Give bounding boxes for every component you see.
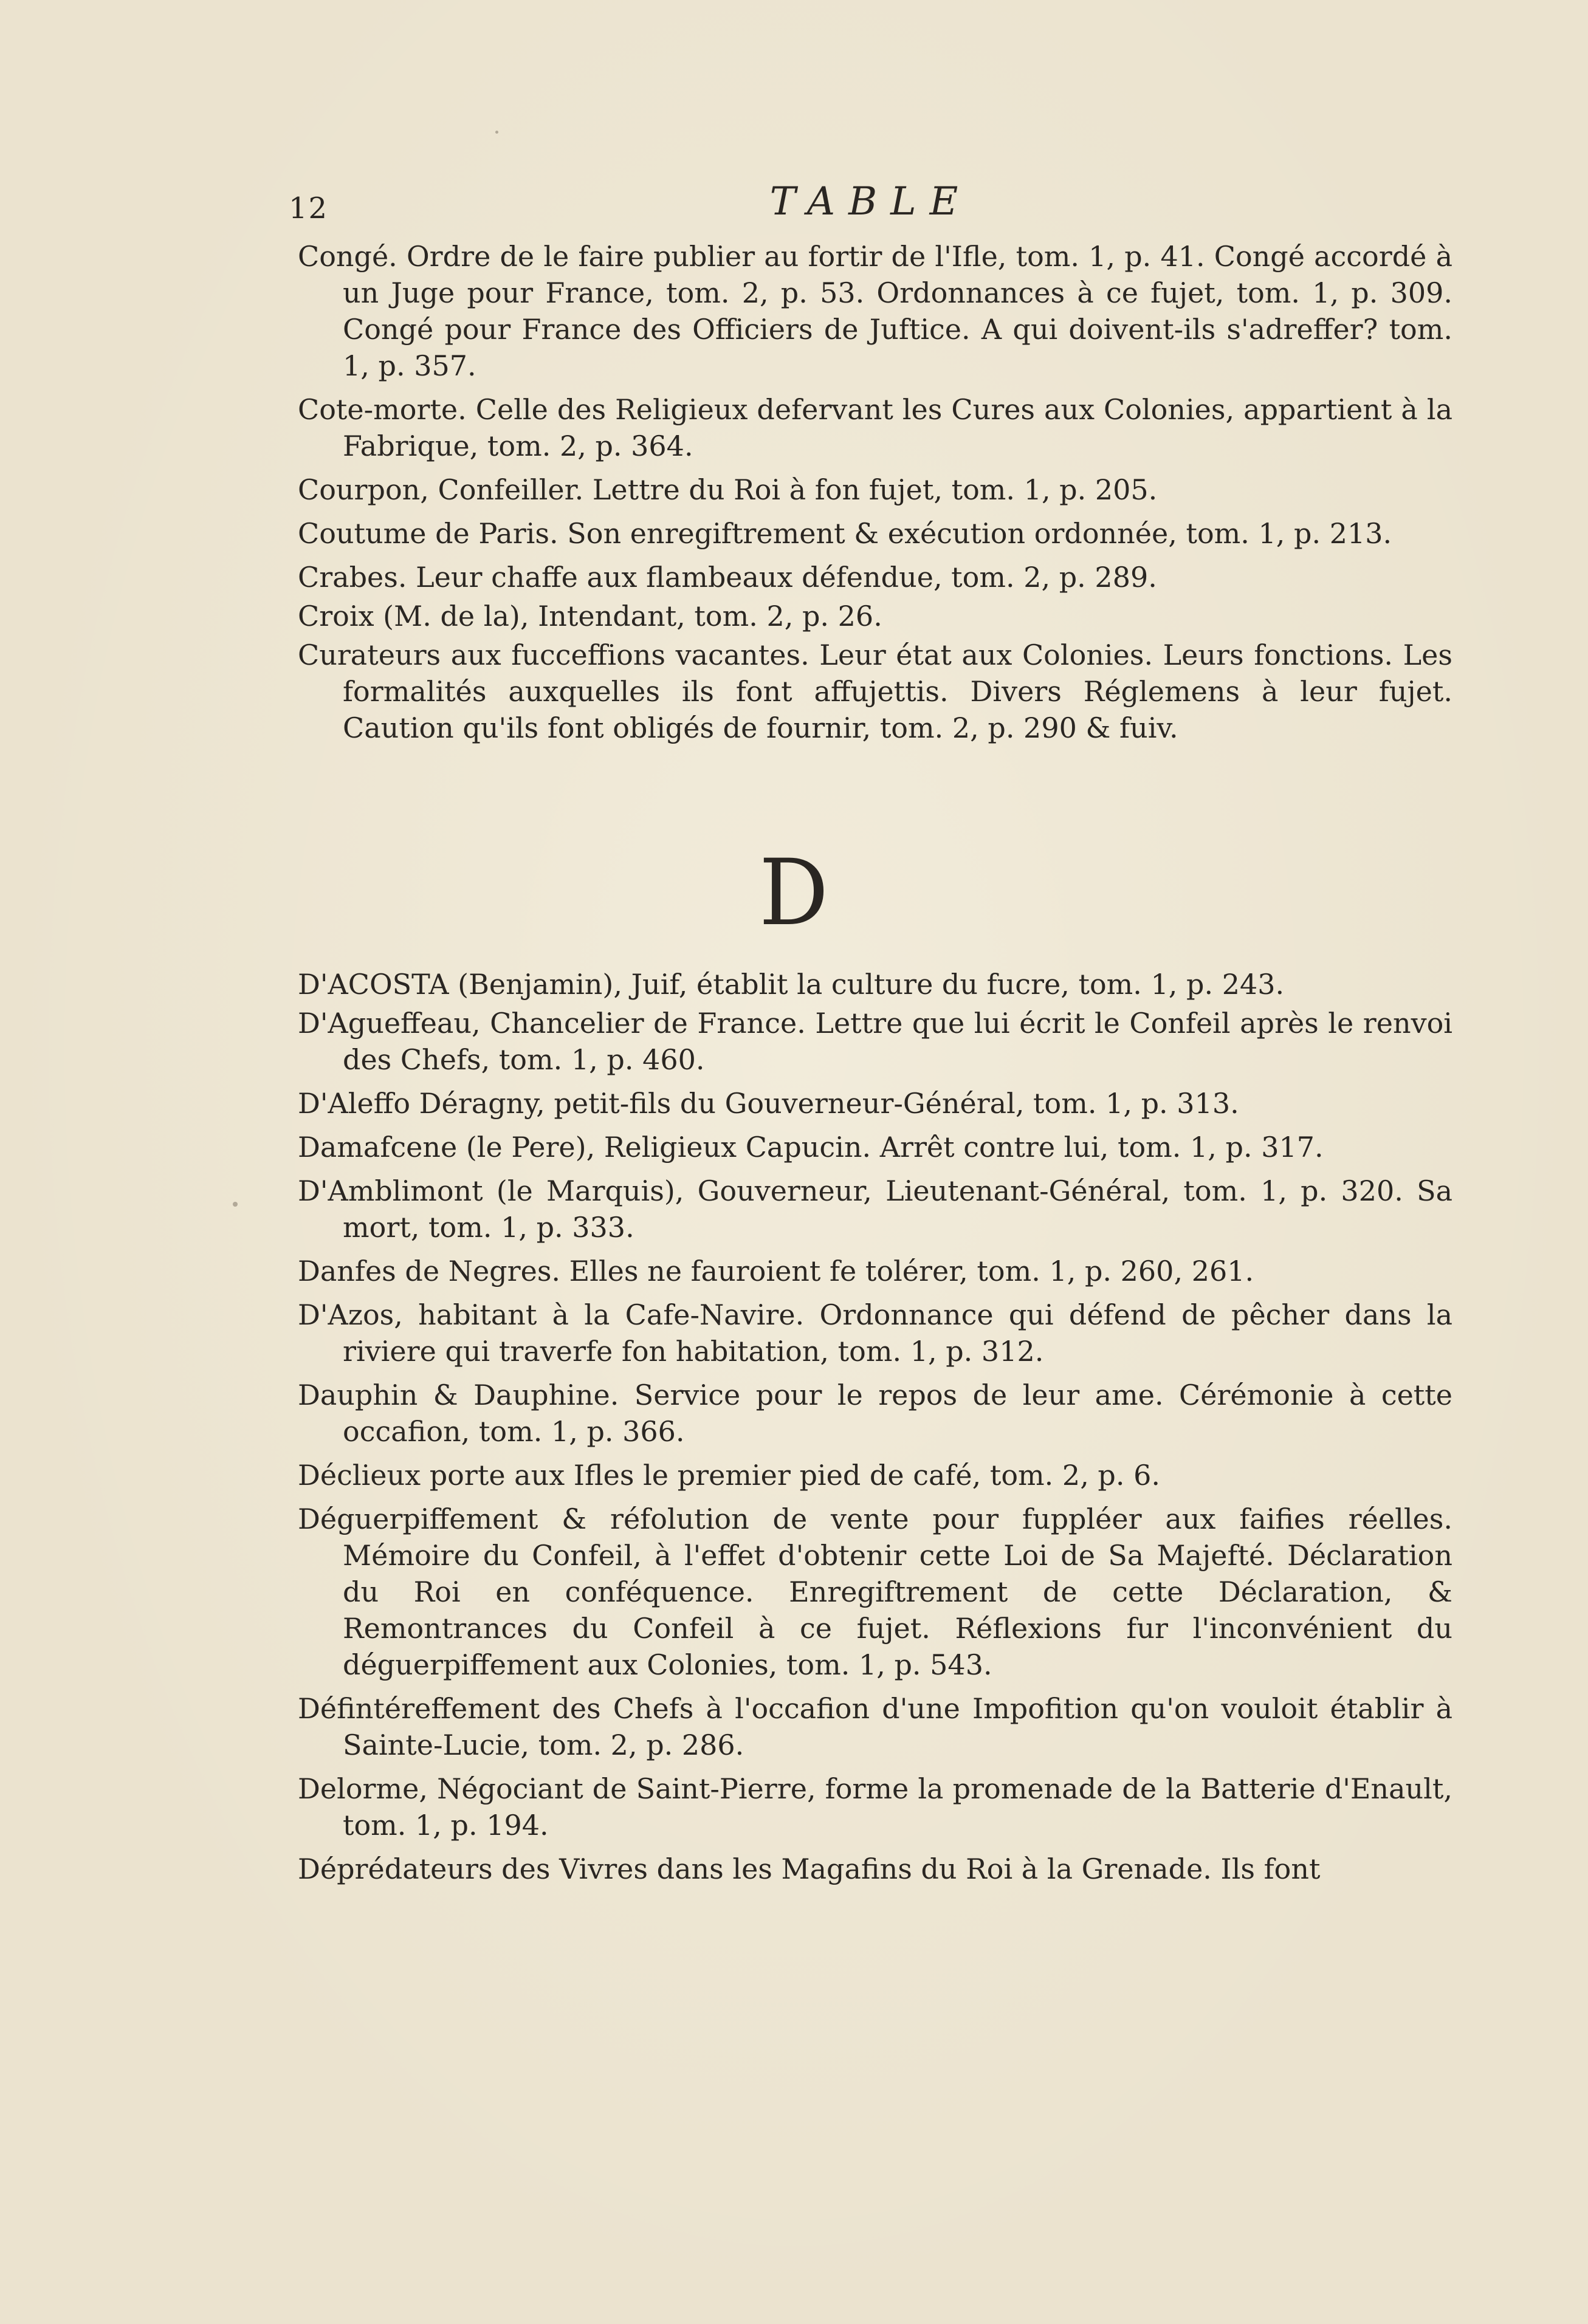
index-entry: D'Amblimont (le Marquis), Gouverneur, Lieutenant-Général, tom. 1, p. 320. Sa mort, tom. 1, p. 333. bbox=[298, 1174, 1452, 1244]
index-entry: Danfes de Negres. Elles ne fauroient fe tolérer, tom. 1, p. 260, 261. bbox=[298, 1255, 1254, 1287]
index-entry: D'Aleffo Déragny, petit-fils du Gouverneur-Général, tom. 1, p. 313. bbox=[298, 1087, 1239, 1120]
index-entry: Cote-morte. Celle des Religieux defervant les Cures aux Colonies, appartient à la Fabrique, tom. 2, p. 364. bbox=[298, 393, 1452, 462]
index-section-c bbox=[298, 238, 1452, 753]
index-entry: Courpon, Confeiller. Lettre du Roi à fon fujet, tom. 1, p. 205. bbox=[298, 473, 1158, 506]
paper-speck bbox=[233, 1202, 238, 1207]
section-letter: D bbox=[759, 840, 829, 946]
index-entry: Congé. Ordre de le faire publier au fortir de l'Ifle, tom. 1, p. 41. Congé accordé à un Juge pour France, tom. 2, p. 53. Ordonnances à ce fujet, tom. 1, p. 309. Congé pour France des Officiers de Juftice. A qui doivent-ils s'adreffer? tom. 1, p. 357. bbox=[298, 240, 1452, 382]
index-entry: Crabes. Leur chaffe aux flambeaux défendue, tom. 2, p. 289. bbox=[298, 561, 1157, 594]
index-entry: Delorme, Négociant de Saint-Pierre, forme la promenade de la Batterie d'Enault, tom. 1, p. 194. bbox=[298, 1772, 1452, 1842]
paper-speck bbox=[495, 131, 498, 134]
index-entry: Défintéreffement des Chefs à l'occafion d'une Impofition qu'on vouloit établir à Sainte-Lucie, tom. 2, p. 286. bbox=[298, 1692, 1452, 1761]
section-letter-heading bbox=[0, 840, 1588, 946]
index-section-d bbox=[298, 966, 1452, 1894]
index-entry: Coutume de Paris. Son enregiftrement & exécution ordonnée, tom. 1, p. 213. bbox=[298, 517, 1392, 550]
index-entry: Dauphin & Dauphine. Service pour le repos de leur ame. Cérémonie à cette occafion, tom. 1, p. 366. bbox=[298, 1379, 1452, 1448]
index-entry: D'Azos, habitant à la Cafe-Navire. Ordonnance qui défend de pêcher dans la riviere qui traverfe fon habitation, tom. 1, p. 312. bbox=[298, 1298, 1452, 1368]
running-title: TABLE bbox=[769, 179, 972, 224]
index-entry: Curateurs aux fucceffions vacantes. Leur état aux Colonies. Leurs fonctions. Les formalités auxquelles ils font affujettis. Divers Réglemens à leur fujet. Caution qu'ils font obligés de fournir, tom. 2, p. 290 & fuiv. bbox=[298, 639, 1452, 744]
page-header bbox=[289, 179, 1452, 234]
index-entry: Déguerpiffement & réfolution de vente pour fuppléer aux faifies réelles. Mémoire du Confeil, à l'effet d'obtenir cette Loi de Sa Majefté. Déclaration du Roi en conféquence. Enregiftrement de cette Déclaration, & Remontrances du Confeil à ce fujet. Réflexions fur l'inconvénient du déguerpiffement aux Colonies, tom. 1, p. 543. bbox=[298, 1503, 1452, 1681]
index-entry: D'ACOSTA (Benjamin), Juif, établit la culture du fucre, tom. 1, p. 243. bbox=[298, 968, 1285, 1001]
page-number: 12 bbox=[289, 191, 329, 225]
index-entry: Déclieux porte aux Ifles le premier pied de café, tom. 2, p. 6. bbox=[298, 1459, 1161, 1492]
index-entry: Déprédateurs des Vivres dans les Magafins du Roi à la Grenade. Ils font bbox=[298, 1853, 1321, 1885]
index-entry: D'Agueffeau, Chancelier de France. Lettre que lui écrit le Confeil après le renvoi des Chefs, tom. 1, p. 460. bbox=[298, 1007, 1452, 1076]
index-entry: Damafcene (le Pere), Religieux Capucin. Arrêt contre lui, tom. 1, p. 317. bbox=[298, 1131, 1324, 1164]
index-entry: Croix (M. de la), Intendant, tom. 2, p. 26. bbox=[298, 600, 882, 632]
